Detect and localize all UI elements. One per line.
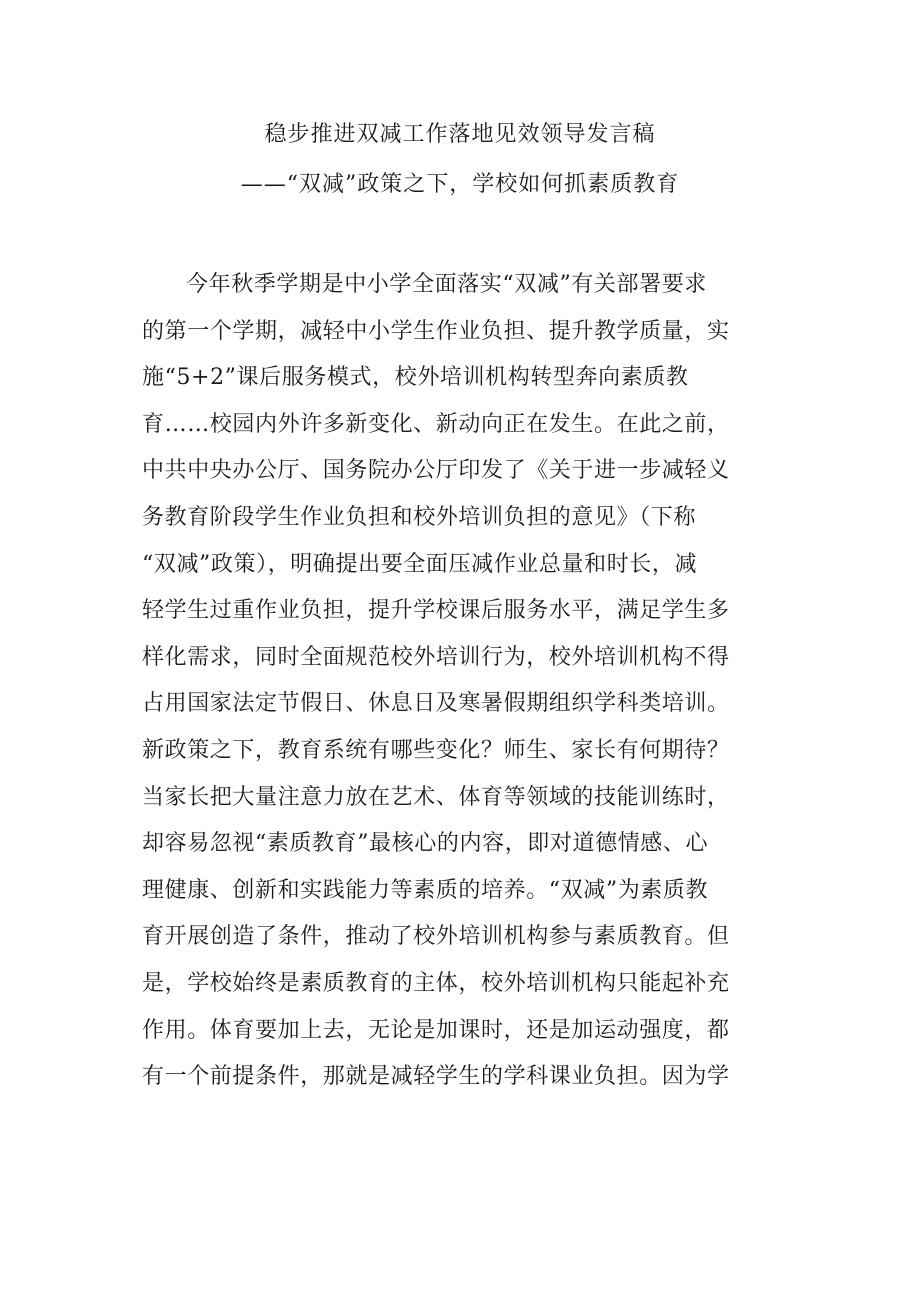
paragraph-line: 却容易忽视“素质教育”最核心的内容，即对道德情感、心: [142, 831, 709, 857]
document-title: 稳步推进双减工作落地见效领导发言稿: [264, 122, 656, 147]
paragraph-line: 育开展创造了条件，推动了校外培训机构参与素质教育。但: [142, 924, 730, 950]
title-block: [0, 116, 920, 204]
paragraph-line: 占用国家法定节假日、休息日及寒暑假期组织学科类培训。: [142, 691, 730, 717]
paragraph-line: 中共中央办公厅、国务院办公厅印发了《关于进一步减轻义: [142, 458, 730, 484]
paragraph-line: 育……校园内外许多新变化、新动向正在发生。在此之前，: [142, 411, 730, 437]
paragraph-line: 轻学生过重作业负担，提升学校课后服务水平，满足学生多: [142, 598, 730, 624]
paragraph-line: 样化需求，同时全面规范校外培训行为，校外培训机构不得: [142, 644, 730, 670]
paragraph-line: 理健康、创新和实践能力等素质的培养。“双减”为素质教: [142, 877, 709, 903]
paragraph-line: 今年秋季学期是中小学全面落实“双减”有关部署要求: [186, 272, 707, 297]
paragraph-line: 新政策之下，教育系统有哪些变化？师生、家长有何期待？: [142, 737, 730, 763]
paragraph-line: 是，学校始终是素质教育的主体，校外培训机构只能起补充: [142, 970, 730, 996]
document-subtitle: ——“双减”政策之下，学校如何抓素质教育: [240, 172, 680, 197]
paragraph-line: 作用。体育要加上去，无论是加课时，还是加运动强度，都: [142, 1017, 730, 1043]
paragraph-line: 的第一个学期，减轻中小学生作业负担、提升教学质量，实: [142, 318, 730, 344]
paragraph-line: 当家长把大量注意力放在艺术、体育等领域的技能训练时，: [142, 784, 730, 810]
paragraph-line: 施“5+2”课后服务模式，校外培训机构转型奔向素质教: [142, 365, 689, 391]
paragraph-line: 务教育阶段学生作业负担和校外培训负担的意见》（下称: [142, 504, 697, 530]
body-paragraph: [142, 262, 782, 1101]
paragraph-line: “双减”政策），明确提出要全面压减作业总量和时长，减: [142, 551, 698, 577]
paragraph-line: 有一个前提条件，那就是减轻学生的学科课业负担。因为学: [142, 1064, 730, 1090]
